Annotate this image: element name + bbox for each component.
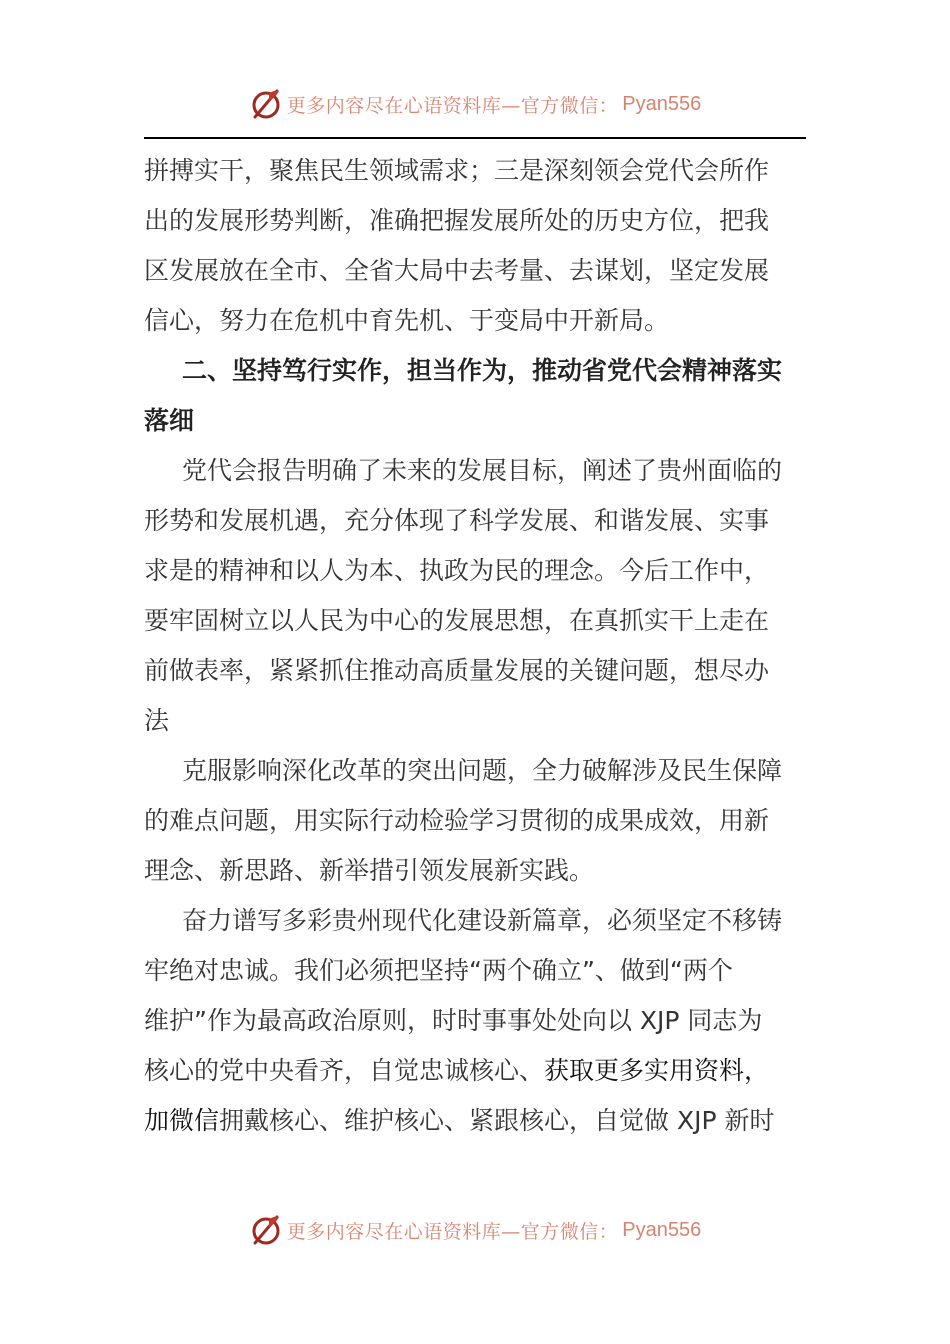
text-line: 党代会报告明确了未来的发展目标，阐述了贵州面临的	[182, 456, 783, 485]
watermark-wechat-id: Pyan556	[622, 1218, 702, 1241]
quill-seal-icon	[249, 1213, 283, 1247]
text-segment: 核心的党中央看齐，自觉忠诚核心、	[144, 1056, 545, 1085]
text-line: 理念、新思路、新举措引领发展新实践。	[144, 856, 595, 885]
text-line: 奋力谱写多彩贵州现代化建设新篇章，必须坚定不移铸	[182, 906, 783, 935]
section-heading: 二、坚持笃行实作，担当作为，推动省党代会精神落实	[182, 356, 783, 385]
text-line: 法	[144, 706, 170, 735]
watermark-wechat-id: Pyan556	[622, 92, 702, 115]
footer-watermark	[0, 1210, 950, 1250]
text-line: 形势和发展机遇，充分体现了科学发展、和谐发展、实事	[144, 506, 770, 535]
text-line: 拼搏实干，聚焦民生领域需求；三是深刻领会党代会所作	[144, 156, 770, 185]
text-line: 牢绝对忠诚。我们必须把坚持“两个确立”、做到“两个	[144, 956, 733, 985]
text-line: 区发展放在全市、全省大局中去考量、去谋划，坚定发展	[144, 256, 770, 285]
text-line: 出的发展形势判断，准确把握发展所处的历史方位，把我	[144, 206, 770, 235]
section-heading-cont: 落细	[144, 406, 195, 435]
text-line: 求是的精神和以人为本、执政为民的理念。今后工作中，	[144, 556, 770, 585]
header-rule	[144, 137, 806, 139]
watermark-text: 更多内容尽在心语资料库—官方微信：	[286, 1220, 619, 1243]
text-line: 要牢固树立以人民为中心的发展思想，在真抓实干上走在	[144, 606, 770, 635]
text-segment: 拥戴核心、维护核心、紧跟核心，自觉做 XJP 新时	[219, 1106, 775, 1135]
promo-text: 加微信	[144, 1106, 220, 1135]
quill-seal-icon	[249, 87, 283, 121]
text-line: 信心，努力在危机中育先机、于变局中开新局。	[144, 306, 670, 335]
text-line: 前做表率，紧紧抓住推动高质量发展的关键问题，想尽办	[144, 656, 770, 685]
text-line	[144, 1096, 806, 1146]
document-body	[144, 146, 806, 1146]
text-line: 维护”作为最高政治原则，时时事事处处向以 XJP 同志为	[144, 1006, 763, 1035]
text-line: 克服影响深化改革的突出问题，全力破解涉及民生保障	[182, 756, 783, 785]
promo-text: 获取更多实用资料，	[544, 1056, 770, 1085]
watermark-text: 更多内容尽在心语资料库—官方微信：	[286, 94, 619, 117]
text-line: 的难点问题，用实际行动检验学习贯彻的成果成效，用新	[144, 806, 770, 835]
text-line	[144, 1046, 806, 1096]
header-watermark	[0, 84, 950, 124]
